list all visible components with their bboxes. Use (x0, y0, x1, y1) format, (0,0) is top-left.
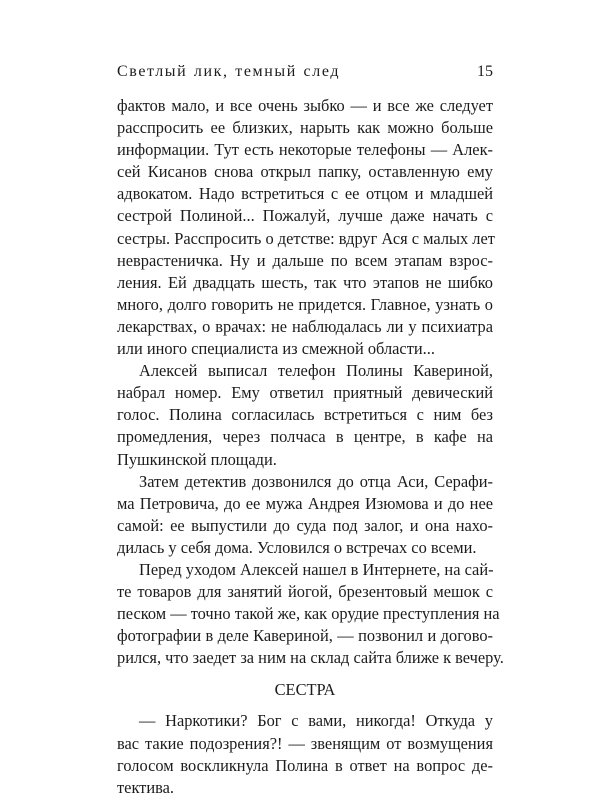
paragraphs-before-heading (117, 95, 504, 669)
text-line: или иного специалиста из смежной области... (117, 339, 435, 359)
running-head (117, 63, 493, 85)
text-line: фактов мало, и все очень зыбко — и все же следует (117, 96, 493, 115)
text-line: расспросить ее близких, нарыть как можно больше (117, 118, 493, 138)
body-text (117, 95, 504, 799)
text-line: те товаров для занятий йогой, брезентовый мешок с (117, 582, 493, 602)
paragraph (117, 95, 493, 360)
text-line: вас такие подозрения?! — звенящим от возмущения (117, 733, 493, 753)
text-line: Перед уходом Алексей нашел в Интернете, на сай- (139, 559, 494, 579)
text-line: песком — точно такой же, как орудие преступления на (117, 604, 500, 624)
paragraph (117, 559, 504, 669)
text-line: информации. Тут есть некоторые телефоны — Алек- (117, 140, 493, 160)
text-line: ма Петровича, до ее мужа Андрея Изюмова и до нее (117, 493, 493, 513)
running-title: Светлый лик, темный след (117, 63, 341, 80)
text-line: промедления, через полчаса в центре, в кафе на (117, 427, 493, 447)
text-line: много, долго говорить не придется. Главное, узнать о (117, 294, 493, 314)
text-line: Затем детектив дозвонился до отца Аси, Серафи- (139, 471, 493, 491)
section-heading: СЕСТРА (274, 680, 336, 700)
paragraph (117, 710, 493, 798)
text-line: Алексей выписал телефон Полины Кавериной, (139, 361, 493, 381)
text-line: сестры. Расспросить о детстве: вдруг Ася с малых лет (117, 228, 495, 248)
text-line: сестрой Полиной... Пожалуй, лучше даже начать с (117, 206, 493, 226)
paragraph (117, 360, 493, 470)
text-line: голосом воскликнула Полина в ответ на вопрос де- (117, 755, 493, 775)
text-line: дилась у себя дома. Условился о встречах со всеми. (117, 537, 477, 557)
text-line: самой: ее выпустили до суда под залог, и она нахо- (117, 515, 493, 535)
text-line: Пушкинской площади. (117, 449, 277, 469)
text-line: лекарствах, о врачах: не наблюдалась ли у психиатра (117, 316, 493, 336)
text-line: неврастеничка. Ну и дальше по всем этапам взрос- (117, 250, 493, 270)
text-line: фотографии в деле Кавериной, — позвонил и догово- (117, 626, 493, 646)
text-line: ления. Ей двадцать шесть, так что этапов не шибко (117, 272, 493, 292)
page-number: 15 (477, 63, 493, 80)
text-line: тектива. (117, 777, 175, 797)
text-line: рился, что заедет за ним на склад сайта ближе к вечеру. (117, 648, 504, 668)
text-line: адвокатом. Надо встретиться с ее отцом и младшей (117, 184, 493, 204)
text-line: — Наркотики? Бог с вами, никогда! Откуда у (139, 711, 493, 731)
text-line: сей Кисанов снова открыл папку, оставленную ему (117, 162, 493, 182)
paragraphs-after-heading (117, 710, 493, 798)
paragraph (117, 471, 493, 559)
text-line: голос. Полина согласилась встретиться с ним без (117, 405, 493, 425)
text-line: набрал номер. Ему ответил приятный девический (117, 383, 493, 403)
